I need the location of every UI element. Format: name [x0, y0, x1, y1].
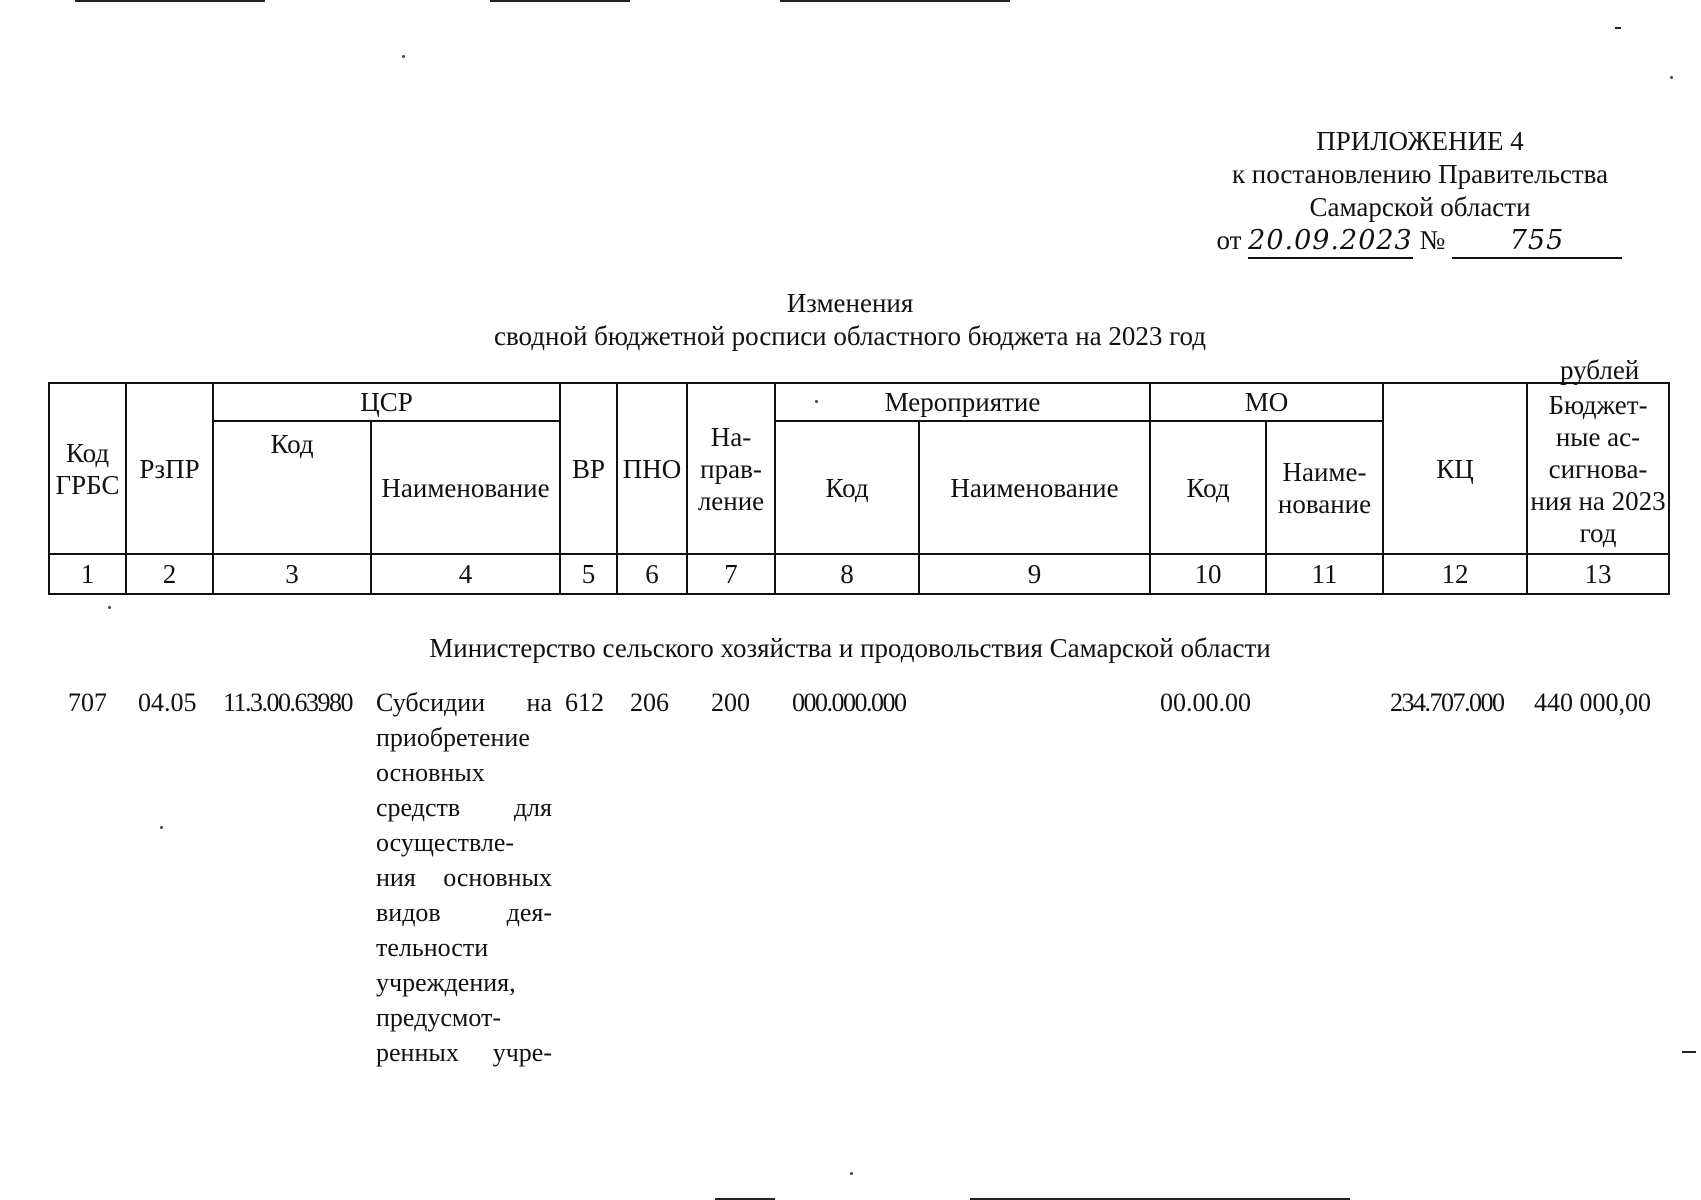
row-pno: 206: [630, 688, 669, 717]
header-kc: КЦ: [1383, 383, 1527, 554]
header-grbs-code: Код ГРБС: [49, 383, 126, 554]
appendix-reference: [1200, 224, 1640, 259]
csr-name-line: ренных учре-: [376, 1038, 552, 1067]
header-csr-name: Наименование: [371, 421, 560, 554]
column-number: 9: [919, 554, 1150, 594]
appendix-subtitle: к постановлению Правительства: [1231, 159, 1609, 189]
row-amount: 440 000,00: [1534, 688, 1651, 717]
header-allocations: Бюджет-ные ас-сигнова-ния на 2023 год: [1527, 383, 1669, 554]
scan-speck: [815, 400, 818, 403]
header-measure: Мероприятие: [775, 383, 1150, 421]
header-measure-name: Наименование: [919, 421, 1150, 554]
column-number: 5: [560, 554, 617, 594]
number-sign: №: [1419, 225, 1446, 255]
scan-speck: [108, 606, 111, 609]
header-mo: МО: [1150, 383, 1383, 421]
appendix-title: ПРИЛОЖЕНИЕ 4: [1316, 126, 1524, 156]
csr-name-line: приобретение: [376, 723, 530, 752]
header-csr: ЦСР: [213, 383, 560, 421]
csr-name-line: предусмот-: [376, 1003, 502, 1032]
column-number: 3: [213, 554, 371, 594]
row-mo-code: 00.00.00: [1160, 688, 1251, 717]
appendix-block: [1200, 125, 1640, 259]
csr-name-line: Субсидии на: [376, 688, 552, 717]
row-rzpr: 04.05: [138, 688, 197, 717]
header-rzpr: РзПР: [126, 383, 213, 554]
csr-name-line: осуществле-: [376, 828, 515, 857]
row-kc: 234.707.000: [1390, 688, 1504, 717]
column-number: 8: [775, 554, 919, 594]
csr-name-line: тельности: [376, 933, 489, 962]
scan-edge-line: [780, 0, 1010, 2]
csr-name-line: видов дея-: [376, 898, 552, 927]
decree-date: 20.09.2023: [1248, 224, 1413, 259]
title-line-1: Изменения: [786, 288, 914, 318]
header-measure-code: Код: [775, 421, 919, 554]
scan-speck: [1670, 76, 1673, 79]
scan-speck: [402, 55, 405, 58]
scan-edge-line: [490, 0, 630, 2]
scan-speck: [160, 826, 163, 829]
header-pno: ПНО: [617, 383, 687, 554]
header-csr-code: Код: [213, 421, 371, 554]
row-csr-code: 11.3.00.63980: [223, 688, 353, 717]
row-vr: 612: [565, 688, 604, 717]
document-title: [400, 287, 1300, 353]
scan-speck: [850, 1172, 853, 1175]
column-number: 13: [1527, 554, 1669, 594]
header-mo-code: Код: [1150, 421, 1266, 554]
column-number: 10: [1150, 554, 1266, 594]
title-line-2: сводной бюджетной росписи областного бюджета на 2023 год: [493, 321, 1207, 351]
csr-name-line: основных: [376, 758, 485, 787]
header-mo-name: Наиме-нование: [1266, 421, 1383, 554]
column-number: 7: [687, 554, 775, 594]
scan-edge-line: [1615, 27, 1621, 29]
column-numbers-row: [49, 554, 1669, 594]
appendix-region: Самарской области: [1309, 192, 1531, 222]
column-number: 6: [617, 554, 687, 594]
unit-label: рублей: [1560, 355, 1640, 385]
decree-number: 755: [1452, 224, 1622, 259]
column-number: 2: [126, 554, 213, 594]
row-measure-code: 000.000.000: [792, 688, 906, 717]
csr-name-line: средств для: [376, 793, 552, 822]
header-vr: ВР: [560, 383, 617, 554]
row-grbs: 707: [68, 688, 107, 717]
csr-name-line: учреждения,: [376, 968, 516, 997]
header-direction: На-прав-ление: [687, 383, 775, 554]
header-table: [48, 382, 1670, 595]
column-number: 12: [1383, 554, 1527, 594]
row-csr-name: [376, 685, 552, 1070]
row-direction: 200: [711, 688, 750, 717]
date-prefix: от: [1216, 225, 1242, 255]
csr-name-line: ния основных: [376, 863, 552, 892]
column-number: 4: [371, 554, 560, 594]
column-number: 11: [1266, 554, 1383, 594]
column-number: 1: [49, 554, 126, 594]
scan-edge-line: [1682, 1051, 1696, 1053]
scan-edge-line: [75, 0, 265, 2]
ministry-heading: Министерство сельского хозяйства и продовольствия Самарской области: [429, 633, 1271, 663]
